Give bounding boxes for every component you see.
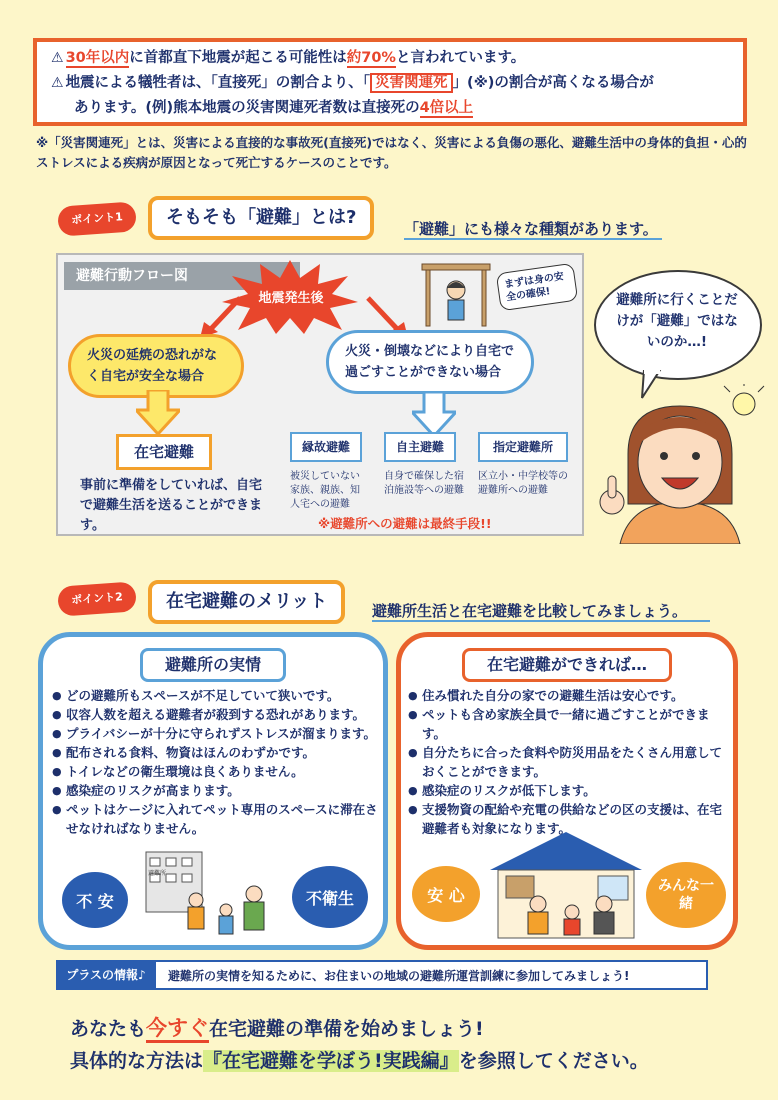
point2-title: 在宅避難のメリット — [148, 580, 345, 624]
warning-triangle-icon: ⚠ — [51, 50, 64, 66]
footnote: ※「災害関連死」とは、災害による直接的な事故死(直接死)ではなく、災害による負傷の悪化、避難生活中の身体的負担・心的ストレスによる疾病が原因となって死亡するケースのことです。 — [36, 135, 747, 170]
home-evac-label: 在宅避難 — [116, 434, 212, 470]
shelter-title: 避難所の実情 — [140, 648, 286, 682]
unsanitary-badge: 不衛生 — [292, 866, 368, 928]
flow-title: 避難行動フロー図 — [64, 262, 300, 290]
option-designated-label: 指定避難所 — [478, 432, 568, 462]
warning-70pct: 約70% — [346, 50, 396, 66]
warning-30years: 30年以内 — [65, 50, 130, 66]
home-item: ● 住み慣れた自分の家での避難生活は安心です。 — [408, 686, 732, 705]
point2-subtitle: 避難所生活と在宅避難を比較してみましょう。 — [372, 602, 688, 620]
warning-line-2 — [51, 71, 729, 96]
point1-badge: ポイント1 — [57, 201, 137, 236]
warning-text: あります。(例)熊本地震の災害関連死者数は直接死の — [74, 100, 420, 116]
final-text: 具体的な方法は — [70, 1050, 204, 1072]
earthquake-label: 地震発生後 — [258, 291, 324, 306]
option-designated-desc: 区立小・中学校等の避難所への避難 — [478, 471, 568, 496]
warning-triangle-icon: ⚠ — [51, 75, 64, 91]
final-guide-title: 『在宅避難を学ぼう!実践編』 — [203, 1050, 459, 1072]
final-now: 今すぐ — [146, 1016, 209, 1043]
warning-text: と言われています。 — [395, 50, 526, 66]
point1-title: そもそも「避難」とは? — [148, 196, 374, 240]
plus-info-tag: プラスの情報♪ — [56, 960, 156, 990]
shelter-item: ● 収容人数を超える避難者が殺到する恐れがあります。 — [52, 705, 382, 724]
home-list — [408, 686, 732, 838]
option-self-label: 自主避難 — [384, 432, 456, 462]
final-line-2 — [70, 1046, 649, 1073]
down-arrow-orange-icon — [136, 390, 180, 434]
shelter-crowd-illustration — [140, 844, 288, 940]
option-kinship-label: 縁故避難 — [290, 432, 362, 462]
home-item: ● 感染症のリスクが低下します。 — [408, 781, 732, 800]
final-text: を参照してください。 — [458, 1050, 649, 1072]
home-title: 在宅避難ができれば… — [462, 648, 672, 682]
left-condition-pill: 火災の延焼の恐れがなく自宅が安全な場合 — [68, 334, 244, 398]
shelter-item: ● 配布される食料、物資はほんのわずかです。 — [52, 743, 382, 762]
down-arrow-blue-icon — [412, 392, 456, 436]
home-evac-desc: 事前に準備をしていれば、自宅で避難生活を送ることができます。 — [80, 478, 263, 533]
right-condition-pill: 火災・倒壊などにより自宅で過ごすことができない場合 — [326, 330, 534, 394]
final-text: 在宅避難の準備を始めましょう! — [209, 1018, 484, 1040]
shelter-list — [52, 686, 382, 838]
final-text: あなたも — [70, 1018, 147, 1040]
final-line-1 — [70, 1012, 484, 1042]
speech-text: 避難所に行くことだけが「避難」ではないのか…! — [616, 292, 738, 350]
warning-line-1 — [51, 46, 729, 71]
shelter-item: ● ペットはケージに入れてペット専用のスペースに滞在させなければなりません。 — [52, 800, 382, 838]
home-item: ● ペットも含め家族全員で一緒に過ごすことができます。 — [408, 705, 732, 743]
option-kinship-desc: 被災していない家族、親族、知人宅への避難 — [290, 471, 360, 510]
shelter-sign: 避難所 — [148, 870, 167, 877]
warning-text: 地震による犠牲者は、「直接死」の割合より、「 — [65, 75, 371, 91]
warning-4times: 4倍以上 — [419, 100, 474, 116]
anxiety-badge: 不 安 — [62, 872, 128, 928]
shelter-item: ● 感染症のリスクが高まります。 — [52, 781, 382, 800]
point2-badge: ポイント2 — [57, 581, 137, 616]
warning-box — [33, 38, 747, 126]
relief-badge: 安 心 — [412, 866, 480, 922]
home-item: ● 自分たちに合った食料や防災用品をたくさん用意しておくことができます。 — [408, 743, 732, 781]
shelter-item: ● どの避難所もスペースが不足していて狭いです。 — [52, 686, 382, 705]
desk-shelter-illustration — [420, 258, 492, 328]
warning-line-3 — [51, 96, 729, 121]
shelter-item: ● トイレなどの衛生環境は良くありません。 — [52, 762, 382, 781]
point1-underline — [404, 238, 662, 240]
last-resort-note: ※避難所への避難は最終手段!! — [318, 516, 492, 531]
point1-subtitle: 「避難」にも様々な種類があります。 — [404, 220, 658, 238]
warning-text: 」(※)の割合が高くなる場合が — [452, 75, 654, 91]
plus-info-text: 避難所の実情を知るために、お住まいの地域の避難所運営訓練に参加してみましょう! — [168, 969, 630, 983]
warning-text: に首都直下地震が起こる可能性は — [129, 50, 347, 66]
home-item: ● 支援物資の配給や充電の供給などの区の支援は、在宅避難者も対象になります。 — [408, 800, 732, 838]
shelter-item: ● プライバシーが十分に守られずストレスが溜まります。 — [52, 724, 382, 743]
together-badge: みんな一緒 — [646, 862, 726, 928]
safety-bubble: まずは身の安全の確保! — [496, 263, 579, 311]
girl-illustration — [590, 384, 770, 544]
warning-disaster-death: 災害関連死 — [370, 73, 453, 93]
option-self-desc: 自身で確保した宿泊施設等への避難 — [384, 471, 464, 496]
point2-underline — [372, 620, 710, 622]
home-family-illustration — [488, 830, 644, 940]
